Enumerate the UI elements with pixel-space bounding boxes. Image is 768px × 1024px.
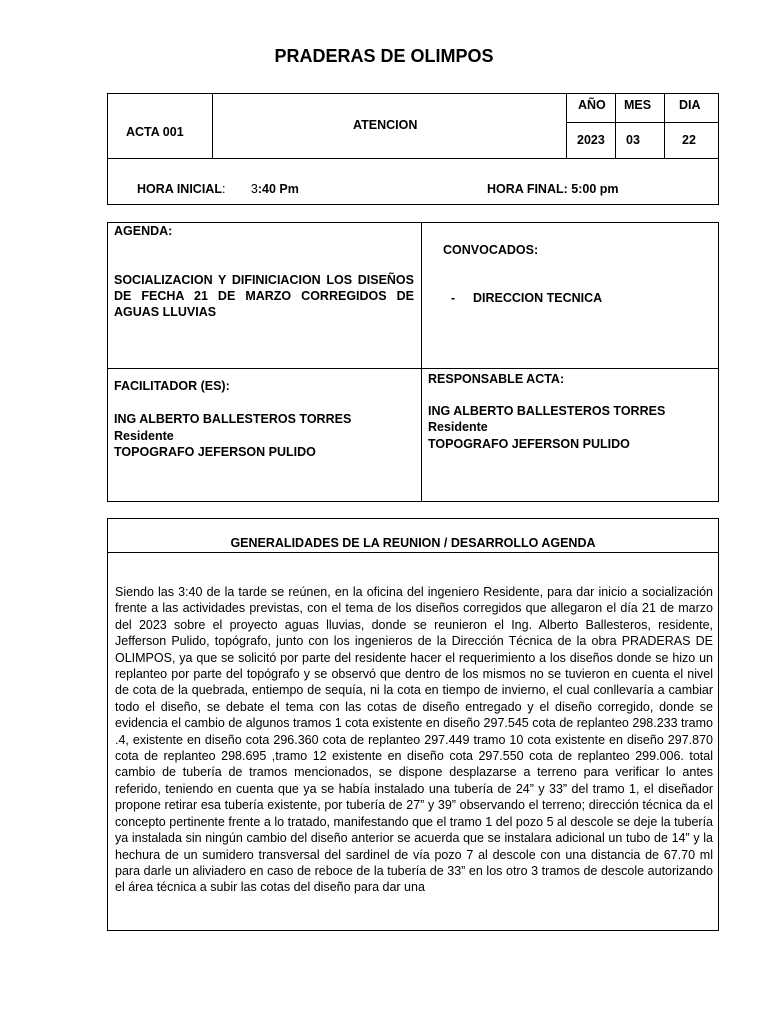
year-value: 2023 [577,133,605,147]
agenda-table [107,222,719,502]
year-label: AÑO [578,98,606,112]
responsable-role: Residente [428,420,488,434]
agenda-horizontal-divider [107,368,719,369]
header-divider-4 [664,93,665,159]
responsable-label: RESPONSABLE ACTA: [428,372,565,386]
document-title: PRADERAS DE OLIMPOS [274,46,494,66]
day-label: DIA [679,98,701,112]
header-row-divider [566,122,719,123]
facilitador-role: Residente [114,429,174,443]
facilitador-name: ING ALBERTO BALLESTEROS TORRES [114,412,352,426]
facilitador-name2: TOPOGRAFO JEFERSON PULIDO [114,445,316,459]
facilitador-label: FACILITADOR (ES): [114,379,230,393]
start-time-colon: : [221,182,226,196]
header-divider-2 [566,93,567,159]
atencion-label: ATENCION [353,118,418,132]
acta-number: ACTA 001 [126,125,184,139]
start-time-rest: :40 Pm [257,182,299,196]
agenda-label: AGENDA: [114,224,173,238]
month-value: 03 [626,133,640,147]
end-time [487,182,619,196]
generalidades-heading: GENERALIDADES DE LA REUNION / DESARROLLO AGENDA [230,536,596,550]
end-time-label: HORA FINAL: [487,182,568,196]
start-time [137,182,299,196]
convocado-bullet: - [451,291,456,305]
agenda-text: SOCIALIZACION Y DIFINICIACION LOS DISEÑOS DE FECHA 21 DE MARZO CORREGIDOS DE AGUAS LLUVIAS [114,273,414,319]
generalidades-divider [107,552,719,553]
convocado-item: DIRECCION TECNICA [473,291,603,305]
start-time-hour: 3 [250,182,258,196]
start-time-label: HORA INICIAL [137,182,222,196]
end-time-value: 5:00 pm [571,182,619,196]
convocados-label: CONVOCADOS: [443,243,539,257]
day-value: 22 [682,133,696,147]
responsable-name2: TOPOGRAFO JEFERSON PULIDO [428,437,630,451]
month-label: MES [624,98,652,112]
header-divider-3 [615,93,616,159]
agenda-vertical-divider [421,222,422,502]
header-divider-1 [212,93,213,159]
generalidades-body: Siendo las 3:40 de la tarde se reúnen, en la oficina del ingeniero Residente, para dar inicio a socialización frente a las actividades previstas, con el tema de los diseños corregidos que allegaron el día 21 de marzo del 2023 sobre el proyecto aguas lluvias, donde se reunieron el Ing. Alberto Ballesteros, residente, Jefferson Pulido, topógrafo, junto con los ingenieros de la Dirección Técnica de la obra PRADERAS DE OLIMPOS, ya que se solicitó por parte del residente hacer el requerimiento a los diseños donde se hizo un replanteo por parte del topógrafo y se observó que dentro de los mismos no se tuvieron en cuenta el nivel de cota de la quebrada, entiempo de sequía, ni la cota en tiempo de invierno, el cual conllevaría a cambiar todo el diseño, se debate el tema con las cotas de diseño entregado y el diseño corregido, donde se evidencia el cambio de algunos tramos 1 cota existente en diseño 297.545 cota de replanteo 298.233 tramo .4, existente en diseño cota 296.360 cota de replanteo 297.449 tramo 10 cota existente en diseño 297.870 cota de replanteo 298.695 ,tramo 12 existente en diseño cota 297.550 cota de replanteo 299.006. total cambio de tubería de tramos mencionados, se dispone desplazarse a terreno para verificar lo antes referido, teniendo en cuenta que ya se había instalado una tubería de 24” y 33” del tramo 1, el diseñador propone retirar esa tubería existente, por tubería de 27” y 39” observando el terreno; dirección técnica da el concepto pertinente frente a lo tratado, manifestando que el tramo 1 del pozo 5 al descole se deje la tubería ya instalada sin ningún cambio del diseño anterior se acuerda que se instalara adicional un tubo de 14” y la hechura de un sumidero transversal del sardinel de vía pozo 7 al descole con una distancia de 67.70 ml para darle un aliviadero en caso de reboce de la tubería de 33” en los otro 3 tramos de descole autorizando el área técnica a subir las cotas del diseño para dar una [115,585,713,895]
responsable-name: ING ALBERTO BALLESTEROS TORRES [428,404,666,418]
